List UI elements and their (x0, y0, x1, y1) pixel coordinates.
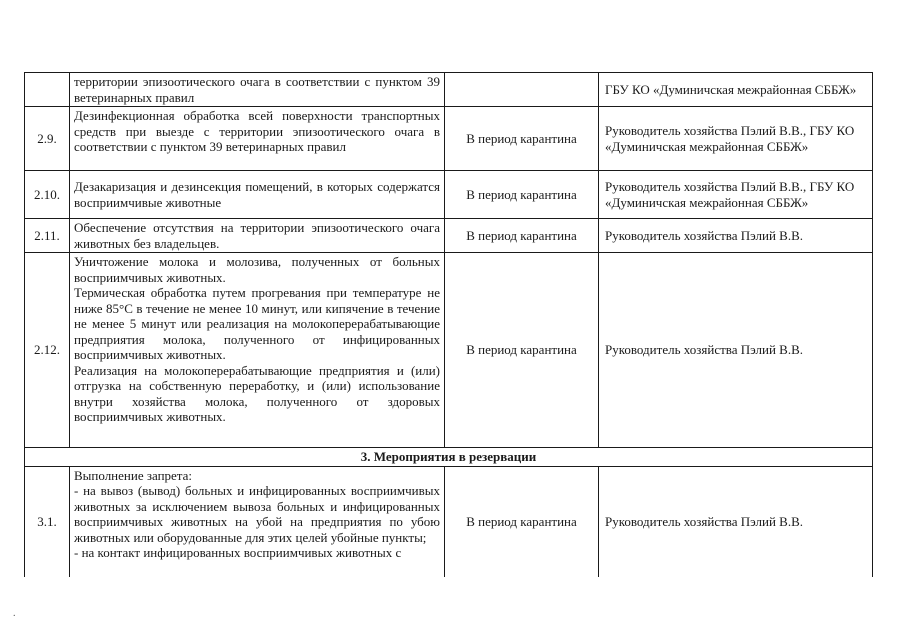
row-responsible: Руководитель хозяйства Пэлий В.В. (599, 253, 873, 448)
table-row (25, 219, 873, 253)
section-heading: 3. Мероприятия в резервации (25, 448, 873, 467)
row-number: 2.9. (25, 107, 70, 171)
row-action: Дезинфекционная обработка всей поверхности транспортных средств при выезде с территории эпизоотического очага в соответствии с пунктом 39 ветеринарных правил (70, 107, 445, 171)
action-paragraph: - на вывоз (вывод) больных и инфицированных восприимчивых животных за исключением вывоза больных и инфицированных восприимчивых животных на убой на предприятия по убою животных или оборудованные для этих целей убойные пункты; (74, 483, 440, 545)
action-paragraph: Термическая обработка путем прогревания при температуре не ниже 85°С в течение не менее 10 минут, или кипячение в течение не менее 5 минут или реализация на молокоперерабатывающие предприятия молока, полученного от инфицированных восприимчивых животных. (74, 285, 440, 362)
row-responsible: Руководитель хозяйства Пэлий В.В. (599, 466, 873, 577)
table-row (25, 466, 873, 577)
row-period: В период карантина (445, 219, 599, 253)
row-action (70, 253, 445, 448)
action-paragraph: Реализация на молокоперерабатывающие предприятия и (или) отгрузка на собственную переработку, и (или) использование внутри хозяйства молока, полученного от здоровых восприимчивых животных. (74, 362, 440, 424)
row-action: Дезакаризация и дезинсекция помещений, в которых содержатся восприимчивые животные (70, 171, 445, 219)
table-row (25, 107, 873, 171)
row-action: Обеспечение отсутствия на территории эпизоотического очага животных без владельцев. (70, 219, 445, 253)
row-responsible: ГБУ КО «Думиничская межрайонная СББЖ» (599, 73, 873, 107)
row-responsible: Руководитель хозяйства Пэлий В.В., ГБУ КО «Думиничская межрайонная СББЖ» (599, 107, 873, 171)
row-responsible: Руководитель хозяйства Пэлий В.В. (599, 219, 873, 253)
table-row (25, 253, 873, 448)
row-number: 2.12. (25, 253, 70, 448)
row-number: 2.10. (25, 171, 70, 219)
row-action (70, 466, 445, 577)
document-page (24, 72, 872, 577)
row-period: В период карантина (445, 253, 599, 448)
row-period: В период карантина (445, 466, 599, 577)
row-period: В период карантина (445, 107, 599, 171)
scan-speck: . (13, 608, 16, 619)
measures-table (24, 72, 873, 577)
row-period: В период карантина (445, 171, 599, 219)
row-action: территории эпизоотического очага в соответствии с пунктом 39 ветеринарных правил (70, 73, 445, 107)
row-number (25, 73, 70, 107)
action-paragraph: Уничтожение молока и молозива, полученных от больных восприимчивых животных. (74, 254, 440, 285)
table-row (25, 73, 873, 107)
section-row (25, 448, 873, 467)
table-row (25, 171, 873, 219)
row-number: 3.1. (25, 466, 70, 577)
row-number: 2.11. (25, 219, 70, 253)
action-paragraph: Выполнение запрета: (74, 467, 193, 483)
row-responsible: Руководитель хозяйства Пэлий В.В., ГБУ КО «Думиничская межрайонная СББЖ» (599, 171, 873, 219)
action-paragraph: - на контакт инфицированных восприимчивых животных с (74, 545, 402, 560)
row-period (445, 73, 599, 107)
